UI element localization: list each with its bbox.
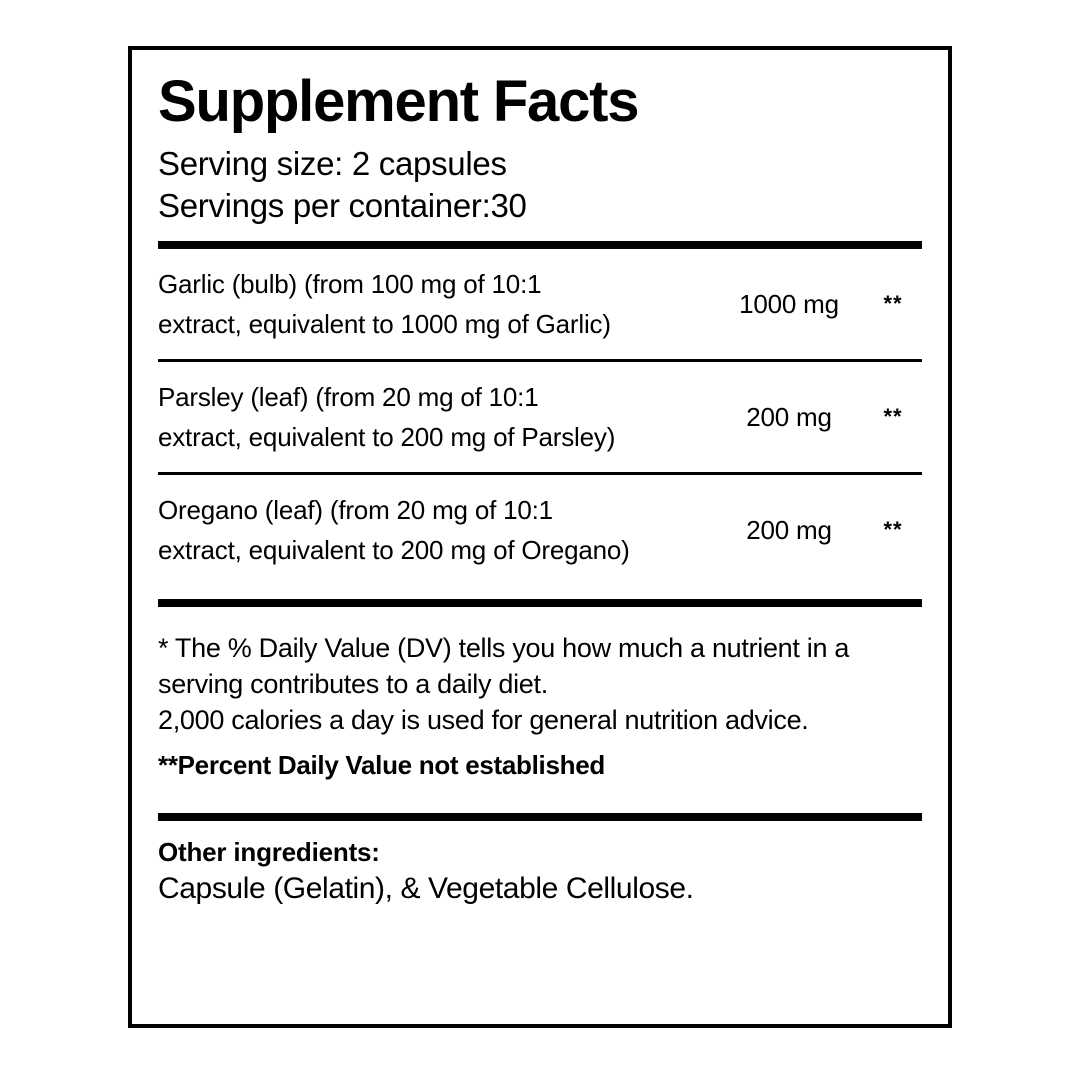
table-row bbox=[158, 475, 922, 585]
serving-size: Serving size: 2 capsules bbox=[158, 144, 507, 182]
ingredient-daily-value: ** bbox=[883, 517, 903, 543]
ingredient-amount: 200 mg bbox=[746, 401, 832, 432]
daily-value-note-line-2: serving contributes to a daily diet. bbox=[158, 668, 548, 699]
footnotes bbox=[158, 607, 922, 782]
divider-thick-other bbox=[158, 813, 922, 821]
ingredient-daily-value: ** bbox=[883, 404, 903, 430]
ingredient-amount: 1000 mg bbox=[739, 288, 839, 319]
supplement-facts-panel bbox=[128, 46, 952, 1028]
divider-thick-top bbox=[158, 241, 922, 249]
ingredient-name-line-1: Oregano (leaf) (from 20 mg of 10:1 bbox=[158, 495, 553, 526]
ingredient-name bbox=[158, 377, 714, 458]
ingredient-name bbox=[158, 490, 714, 571]
other-ingredients-body: Capsule (Gelatin), & Vegetable Cellulose. bbox=[158, 871, 694, 905]
page-title: Supplement Facts bbox=[158, 69, 639, 134]
ingredient-daily-value: ** bbox=[883, 291, 903, 317]
ingredient-name-line-2: extract, equivalent to 200 mg of Oregano) bbox=[158, 535, 630, 566]
ingredient-name-line-1: Garlic (bulb) (from 100 mg of 10:1 bbox=[158, 269, 542, 300]
percent-daily-value-note: **Percent Daily Value not established bbox=[158, 750, 605, 781]
ingredient-name-line-1: Parsley (leaf) (from 20 mg of 10:1 bbox=[158, 382, 539, 413]
other-ingredients-section bbox=[158, 821, 922, 906]
table-row bbox=[158, 249, 922, 359]
supplement-facts-content bbox=[158, 69, 922, 906]
ingredient-name-line-2: extract, equivalent to 1000 mg of Garlic) bbox=[158, 309, 611, 340]
ingredients-table bbox=[158, 249, 922, 585]
servings-per-container: Servings per container:30 bbox=[158, 187, 527, 225]
ingredient-name-line-2: extract, equivalent to 200 mg of Parsley) bbox=[158, 422, 616, 453]
divider-thick-bottom bbox=[158, 599, 922, 607]
calories-note: 2,000 calories a day is used for general nutrition advice. bbox=[158, 704, 809, 735]
ingredient-name bbox=[158, 264, 714, 345]
daily-value-note-line-1: * The % Daily Value (DV) tells you how much a nutrient in a bbox=[158, 633, 850, 664]
other-ingredients-heading: Other ingredients: bbox=[158, 836, 380, 867]
table-row bbox=[158, 362, 922, 472]
ingredient-amount: 200 mg bbox=[746, 514, 832, 545]
